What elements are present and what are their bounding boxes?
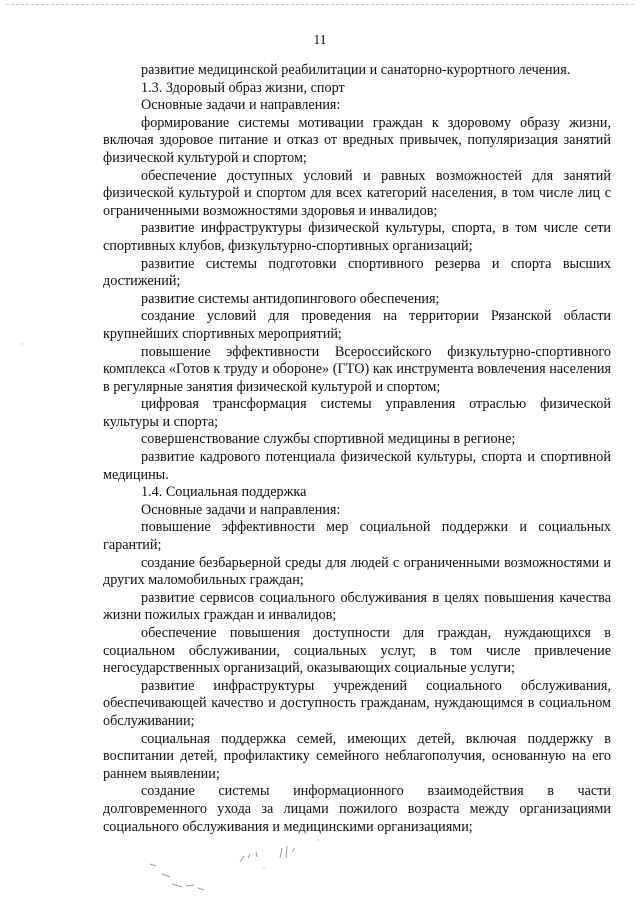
subheading: Основные задачи и направления: — [141, 501, 341, 518]
paragraph: развитие медицинской реабилитации и санаторно-курортного лечения. — [141, 62, 571, 78]
paragraph: повышение эффективности Всероссийского физкультурно-спортивного комплекса «Готов к труду и обороне» (ГТО) как инструмента вовлечения населения в регулярные занятия физической культурой и спортом; — [103, 343, 611, 395]
paragraph: цифровая трансформация системы управления отраслью физической культуры и спорта; — [103, 396, 611, 430]
paragraph: создание системы информационного взаимодействия в части долговременного ухода за лицами пожилого возраста между организациями социального обслуживания и медицинскими организациями; — [103, 783, 611, 835]
paragraph: развитие инфраструктуры физической культуры, спорта, в том числе сети спортивных клубов, физкультурно-спортивных организаций; — [103, 220, 611, 254]
paragraph: повышение эффективности мер социальной поддержки и социальных гарантий; — [103, 519, 611, 554]
paragraph: обеспечение повышения доступности для граждан, нуждающихся в социальном обслуживании, социальных услуг, в том числе привлечение негосударственных организаций, оказывающих социальные услуги; — [103, 625, 611, 677]
paragraph: формирование системы мотивации граждан к здоровому образу жизни, включая здоровое питание и отказ от вредных привычек, популяризация занятий физической культурой и спортом; — [103, 114, 611, 166]
paragraph: развитие инфраструктуры учреждений социального обслуживания, обеспечивающей качество и доступность гражданам, нуждающимся в социальном обслуживании; — [103, 677, 611, 729]
paragraph: развитие сервисов социального обслуживания в целях повышения качества жизни пожилых граждан и инвалидов; — [103, 589, 611, 624]
paragraph: создание условий для проведения на территории Рязанской области крупнейших спортивных мероприятий; — [103, 308, 611, 342]
paragraph: социальная поддержка семей, имеющих детей, включая поддержку в воспитании детей, профилактику семейного неблагополучия, основанную на его раннем выявлении; — [103, 730, 611, 782]
section-heading: 1.3. Здоровый образ жизни, спорт — [141, 79, 345, 96]
paragraph: развитие системы антидопингового обеспечения; — [141, 290, 440, 307]
page-number: 11 — [313, 32, 327, 47]
paragraph: совершенствование службы спортивной медицины в регионе; — [141, 431, 516, 448]
paragraph: развитие кадрового потенциала физической культуры, спорта и спортивной медицины. — [103, 449, 611, 483]
paragraph: создание безбарьерной среды для людей с ограниченными возможностями и других маломобильных граждан; — [103, 554, 611, 589]
section-heading: 1.4. Социальная поддержка — [141, 484, 307, 501]
subheading: Основные задачи и направления: — [141, 97, 341, 114]
paragraph: развитие системы подготовки спортивного резерва и спорта высших достижений; — [103, 255, 611, 290]
paragraph: обеспечение доступных условий и равных возможностей для занятий физической культурой и спортом для всех категорий населения, в том числе лиц с ограниченными возможностями здоровья и инвалидов; — [103, 167, 611, 219]
